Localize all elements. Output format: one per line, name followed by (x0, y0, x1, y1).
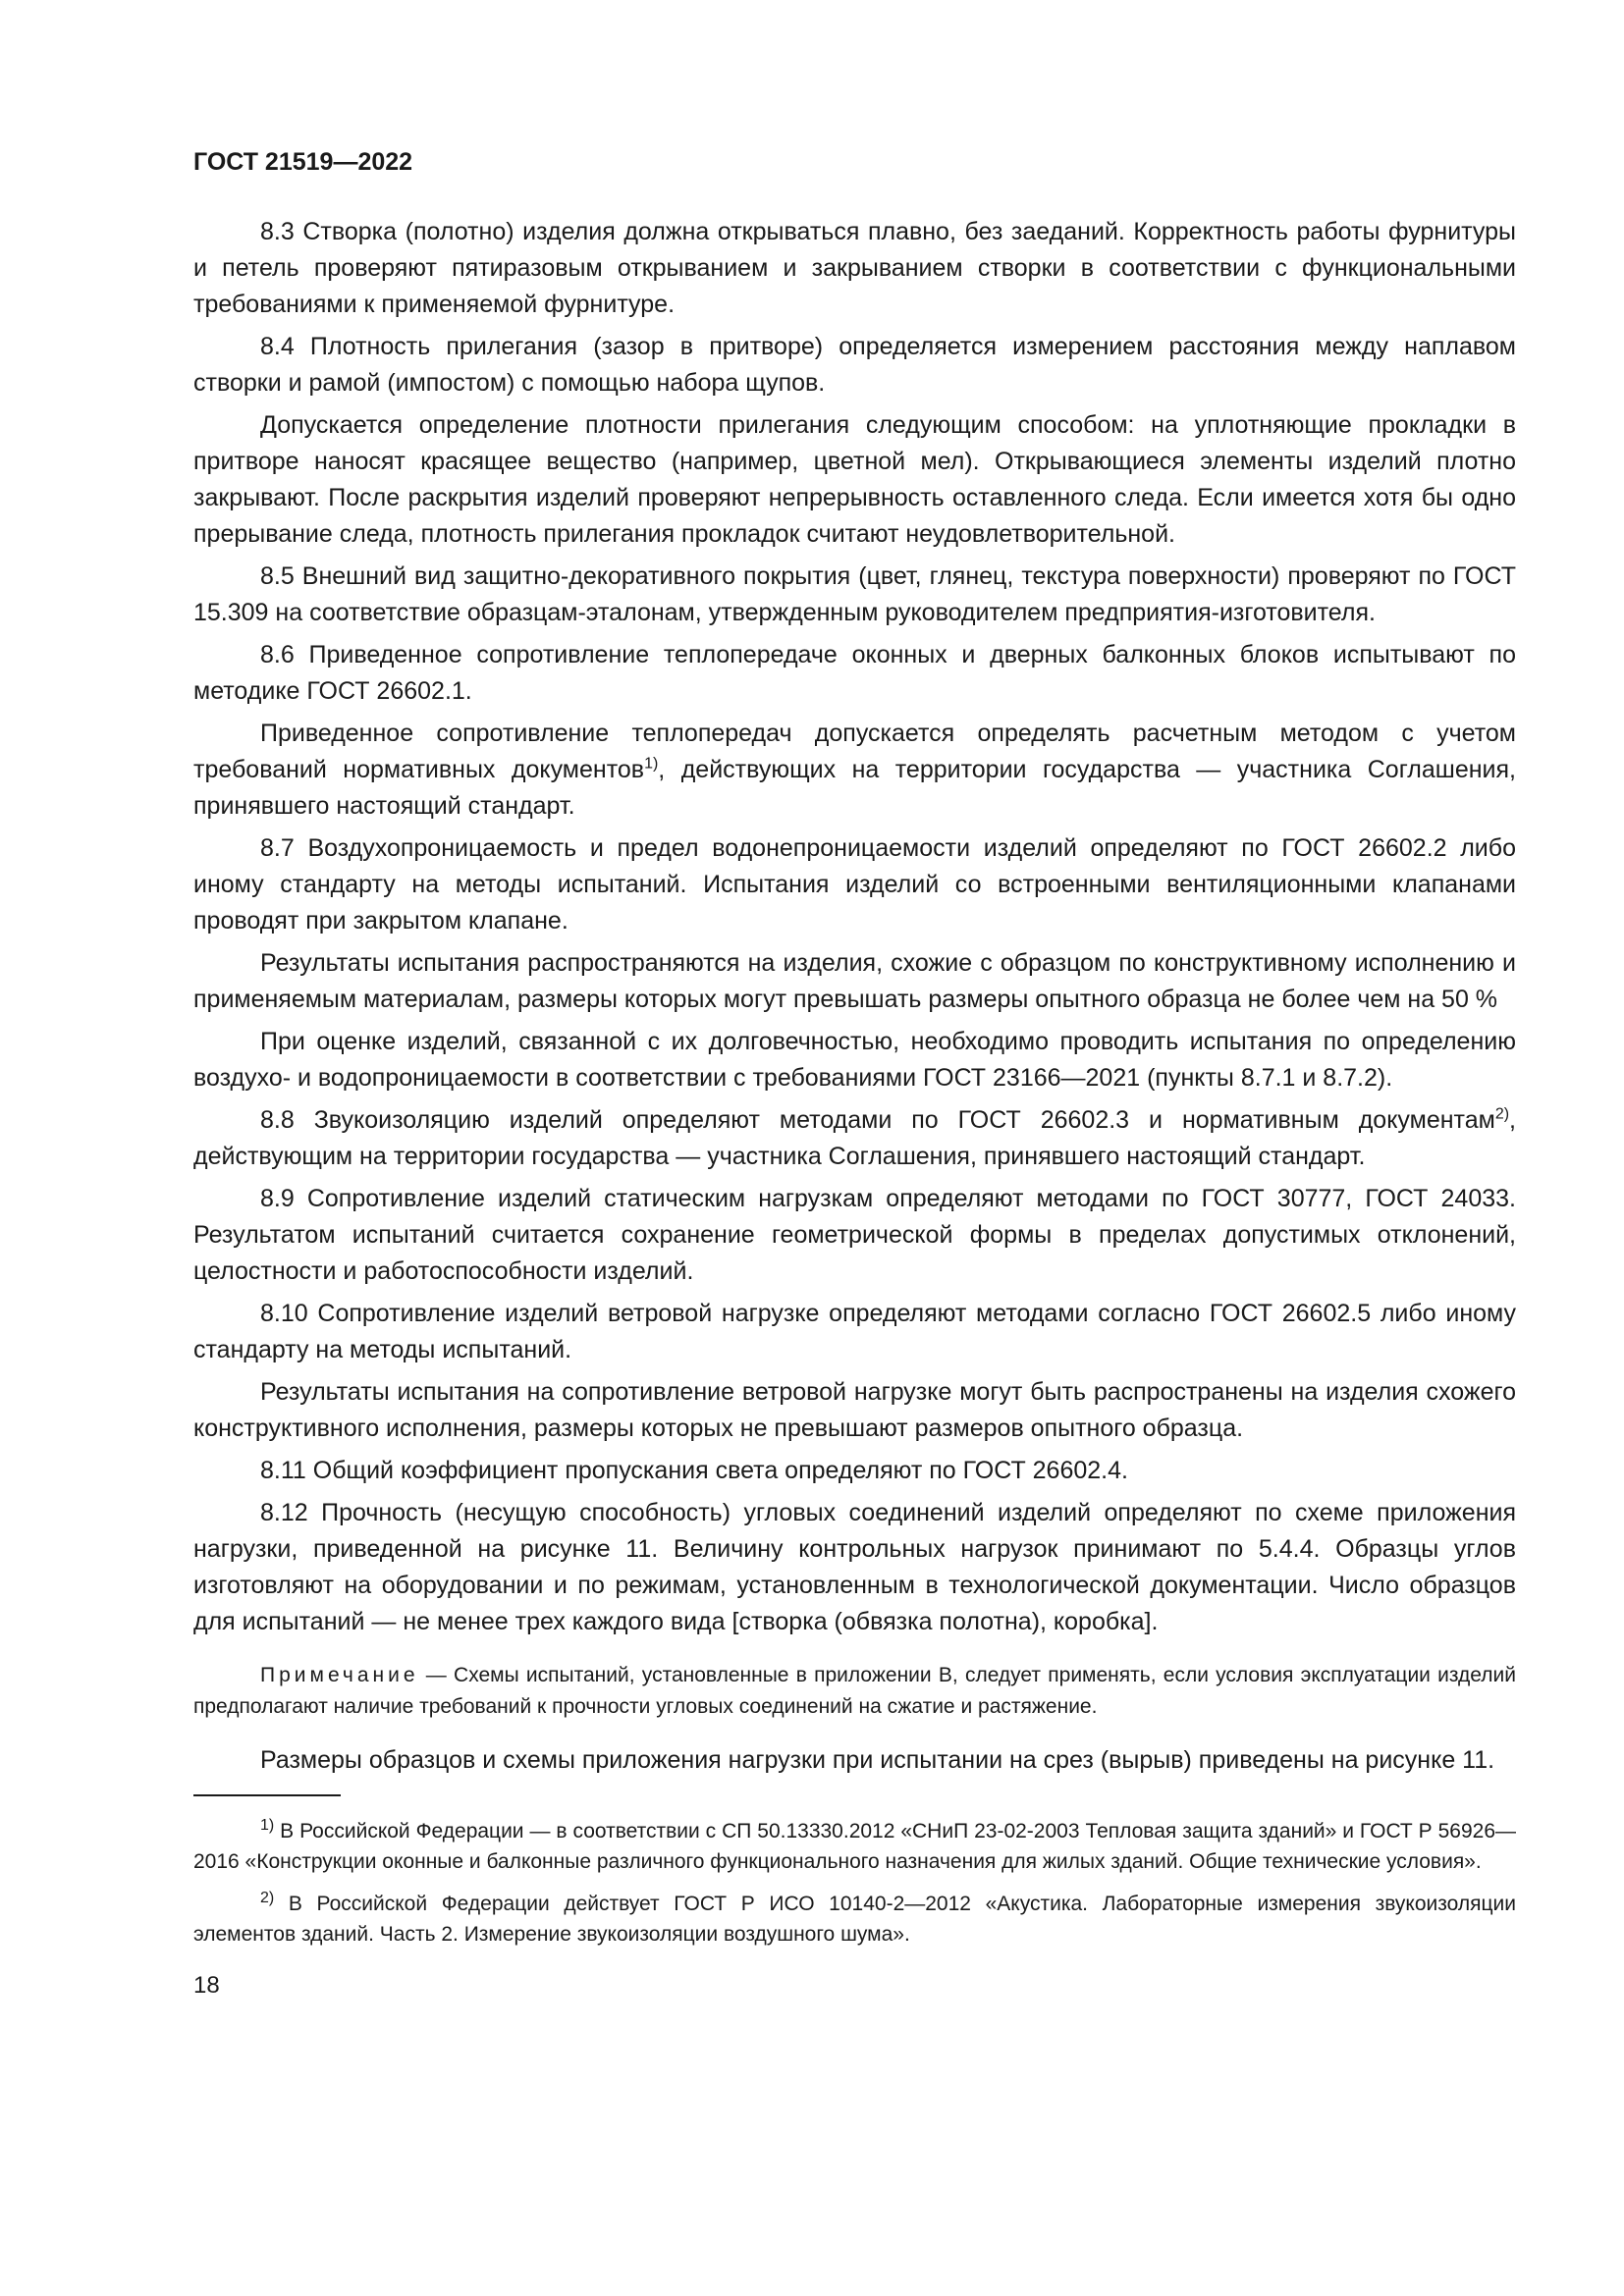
paragraph-8-11: 8.11 Общий коэффициент пропускания света определяют по ГОСТ 26602.4. (260, 1457, 1128, 1484)
footnote-mark: 1) (260, 1817, 275, 1834)
footnote-mark: 2) (260, 1890, 275, 1906)
paragraph-8-9: 8.9 Сопротивление изделий статическим нагрузкам определяют методами по ГОСТ 30777, ГОСТ 24033. Результатом испытаний считается сохранение геометрической формы в пределах допустимых отклонений, целостности и работоспособности изделий. (193, 1185, 1516, 1285)
footnotes (193, 1816, 1516, 1949)
paragraph-8-7-results: Результаты испытания распространяются на изделия, схожие с образцом по конструктивному исполнению и применяемым материалам, размеры которых могут превышать размеры опытного образца не более чем на 50 % (193, 949, 1516, 1013)
paragraph-text: 8.8 Звукоизоляцию изделий определяют методами по ГОСТ 26602.3 и нормативным документам (260, 1106, 1495, 1134)
footnote-text: В Российской Федерации — в соответствии с СП 50.13330.2012 «СНиП 23-02-2003 Тепловая защита зданий» и ГОСТ Р 56926—2016 «Конструкции оконные и балконные различного функционального назначения для жилых зданий. Общие технические условия». (193, 1820, 1516, 1873)
note-label: Примечание (260, 1664, 419, 1686)
paragraph-text: Приведенное сопротивление теплопередач допускается определять расчетным методом с учетом требований нормативных документов (193, 720, 1516, 783)
paragraph-8-8 (193, 1102, 1516, 1175)
footnote-2 (193, 1889, 1516, 1949)
paragraph-8-7-durability: При оценке изделий, связанной с их долговечностью, необходимо проводить испытания по определению воздухо- и водопроницаемости в соответствии с требованиями ГОСТ 23166—2021 (пункты 8.7.1 и 8.7.2). (193, 1028, 1516, 1092)
paragraph-8-12: 8.12 Прочность (несущую способность) угловых соединений изделий определяют по схеме приложения нагрузки, приведенной на рисунке 11. Величину контрольных нагрузок принимают по 5.4.4. Образцы углов изготовляют на оборудовании и по режимам, установленным в технологической документации. Число образцов для испытаний — не менее трех каждого вида [створка (обвязка полотна), коробка]. (193, 1499, 1516, 1635)
footnote-1 (193, 1816, 1516, 1877)
paragraph-8-5: 8.5 Внешний вид защитно-декоративного покрытия (цвет, глянец, текстура поверхности) проверяют по ГОСТ 15.309 на соответствие образцам-эталонам, утвержденным руководителем предприятия-изготовителя. (193, 562, 1516, 626)
paragraph-8-6: 8.6 Приведенное сопротивление теплопередаче оконных и дверных балконных блоков испытывают по методике ГОСТ 26602.1. (193, 641, 1516, 705)
paragraph-8-4: 8.4 Плотность прилегания (зазор в притворе) определяется измерением расстояния между наплавом створки и рамой (импостом) с помощью набора щупов. (193, 333, 1516, 397)
footnote-ref-1[interactable]: 1) (644, 755, 659, 773)
footnote-text: В Российской Федерации действует ГОСТ Р ИСО 10140-2—2012 «Акустика. Лабораторные измерения звукоизоляции элементов зданий. Часть 2. Измерение звукоизоляции воздушного шума». (193, 1893, 1516, 1946)
note-text: — Схемы испытаний, установленные в приложении В, следует применять, если условия эксплуатации изделий предполагают наличие требований к прочности угловых соединений на сжатие и растяжение. (193, 1664, 1516, 1718)
page-number: 18 (193, 1972, 220, 1999)
paragraph-sample-sizes: Размеры образцов и схемы приложения нагрузки при испытании на срез (вырыв) приведены на рисунке 11. (260, 1746, 1495, 1774)
paragraph-8-10: 8.10 Сопротивление изделий ветровой нагрузке определяют методами согласно ГОСТ 26602.5 либо иному стандарту на методы испытаний. (193, 1300, 1516, 1363)
paragraph-8-7: 8.7 Воздухопроницаемость и предел водонепроницаемости изделий определяют по ГОСТ 26602.2 либо иному стандарту на методы испытаний. Испытания изделий со встроенными вентиляционными клапанами проводят при закрытом клапане. (193, 834, 1516, 934)
paragraph-text-tail: , действующих на территории государства — участника Соглашения, принявшего настоящий стандарт. (193, 756, 1516, 820)
paragraph-8-4-alt-method: Допускается определение плотности прилегания следующим способом: на уплотняющие прокладки в притворе наносят красящее вещество (например, цветной мел). Открывающиеся элементы изделий плотно закрывают. После раскрытия изделий проверяют непрерывность оставленного следа. Если имеется хотя бы одно прерывание следа, плотность прилегания прокладок считают неудовлетворительной. (193, 411, 1516, 548)
paragraph-8-3: 8.3 Створка (полотно) изделия должна открываться плавно, без заеданий. Корректность работы фурнитуры и петель проверяют пятиразовым открыванием и закрыванием створки в соответствии с функциональными требованиями к применяемой фурнитуре. (193, 218, 1516, 318)
note (193, 1660, 1516, 1723)
footnote-divider (193, 1794, 341, 1796)
paragraph-8-6-calc (193, 716, 1516, 825)
paragraph-text-tail: , действующим на территории государства — участника Соглашения, принявшего настоящий стандарт. (193, 1106, 1516, 1170)
paragraph-8-10-results: Результаты испытания на сопротивление ветровой нагрузке могут быть распространены на изделия схожего конструктивного исполнения, размеры которых не превышают размеров опытного образца. (193, 1378, 1516, 1442)
body-text (193, 214, 1516, 1779)
document-page (193, 147, 1516, 2001)
footnote-ref-2[interactable]: 2) (1494, 1105, 1510, 1123)
document-header: ГОСТ 21519—2022 (193, 148, 413, 176)
